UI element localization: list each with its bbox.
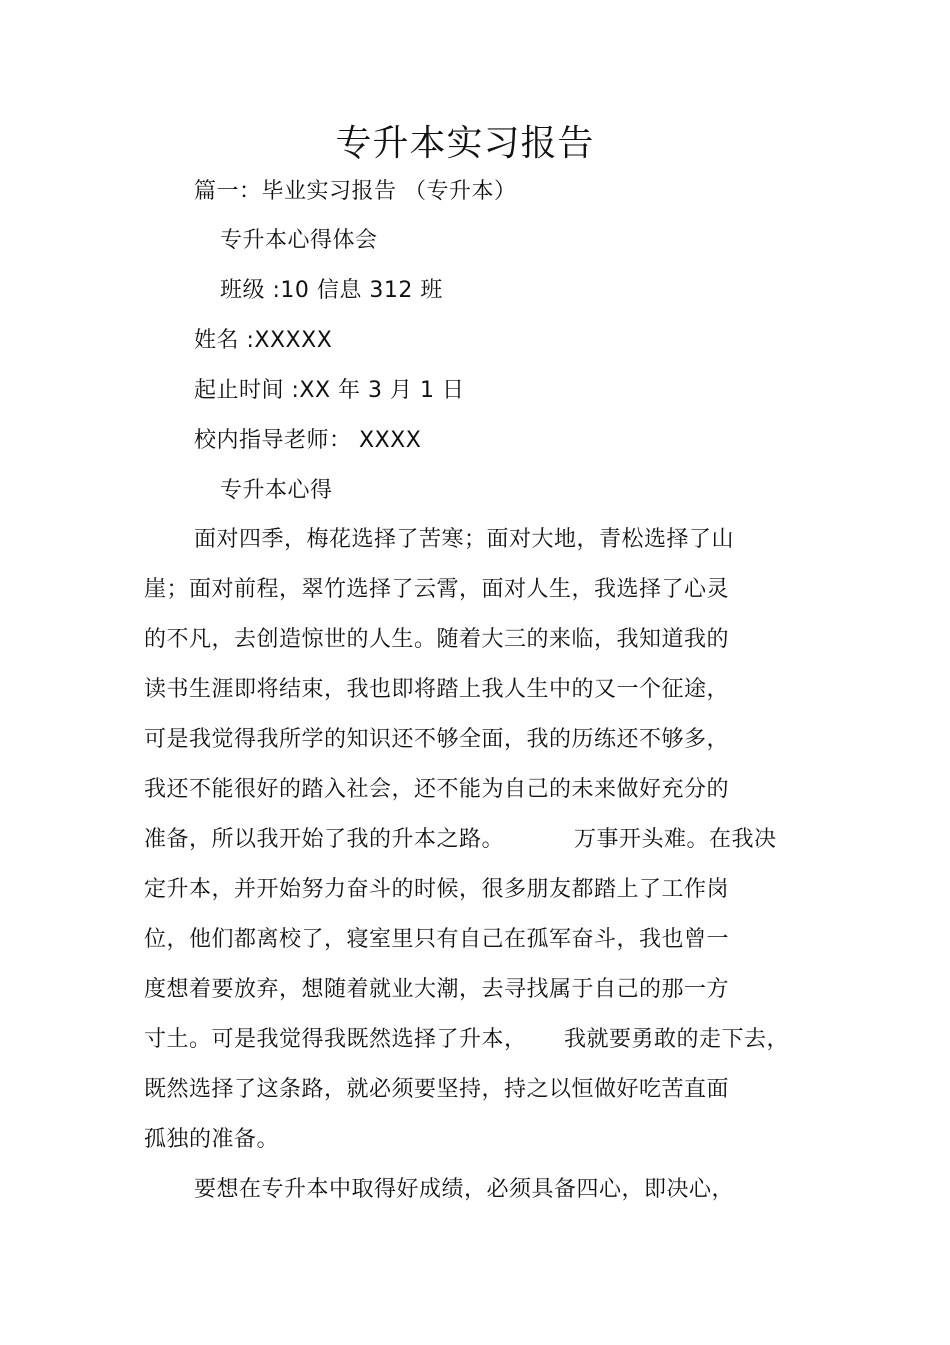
body-line: 既然选择了这条路，就必须要坚持，持之以恒做好吃苦直面 [144, 1077, 730, 1102]
body-line: 的不凡，去创造惊世的人生。随着大三的来临，我知道我的 [144, 627, 730, 652]
body-line: 度想着要放弃，想随着就业大潮，去寻找属于自己的那一方 [144, 977, 730, 1002]
body-line: 面对四季，梅花选择了苦寒；面对大地，青松选择了山 [194, 527, 735, 552]
body-line: 读书生涯即将结束，我也即将踏上我人生中的又一个征途， [144, 677, 730, 702]
header-line-class: 班级 :10 信息 312 班 [220, 278, 443, 303]
header-line-advisor: 校内指导老师： XXXX [194, 428, 422, 453]
body-line: 准备，所以我开始了我的升本之路。 [144, 827, 505, 852]
header-line-subtitle: 专升本心得体会 [220, 228, 378, 253]
body-line: 我还不能很好的踏入社会，还不能为自己的未来做好充分的 [144, 777, 730, 802]
body-line: 寸土。可是我觉得我既然选择了升本， [144, 1027, 527, 1052]
header-line-name: 姓名 :XXXXX [194, 328, 333, 353]
header-line-heading: 专升本心得 [220, 478, 333, 503]
body-line: 可是我觉得我所学的知识还不够全面，我的历练还不够多， [144, 727, 730, 752]
body-line: 我就要勇敢的走下去， [564, 1027, 790, 1052]
header-line-section: 篇一：毕业实习报告 （专升本） [194, 179, 517, 204]
header-line-period: 起止时间 :XX 年 3 月 1 日 [194, 378, 465, 403]
body-line: 要想在专升本中取得好成绩，必须具备四心，即决心， [194, 1177, 735, 1202]
body-line: 万事开头难。在我决 [574, 827, 777, 852]
body-line: 孤独的准备。 [144, 1127, 280, 1152]
document-title: 专升本实习报告 [335, 123, 595, 164]
body-line: 位，他们都离校了，寝室里只有自己在孤军奋斗，我也曾一 [144, 927, 730, 952]
body-line: 定升本，并开始努力奋斗的时候，很多朋友都踏上了工作岗 [144, 877, 730, 902]
body-line: 崖；面对前程，翠竹选择了云霄，面对人生，我选择了心灵 [144, 577, 730, 602]
